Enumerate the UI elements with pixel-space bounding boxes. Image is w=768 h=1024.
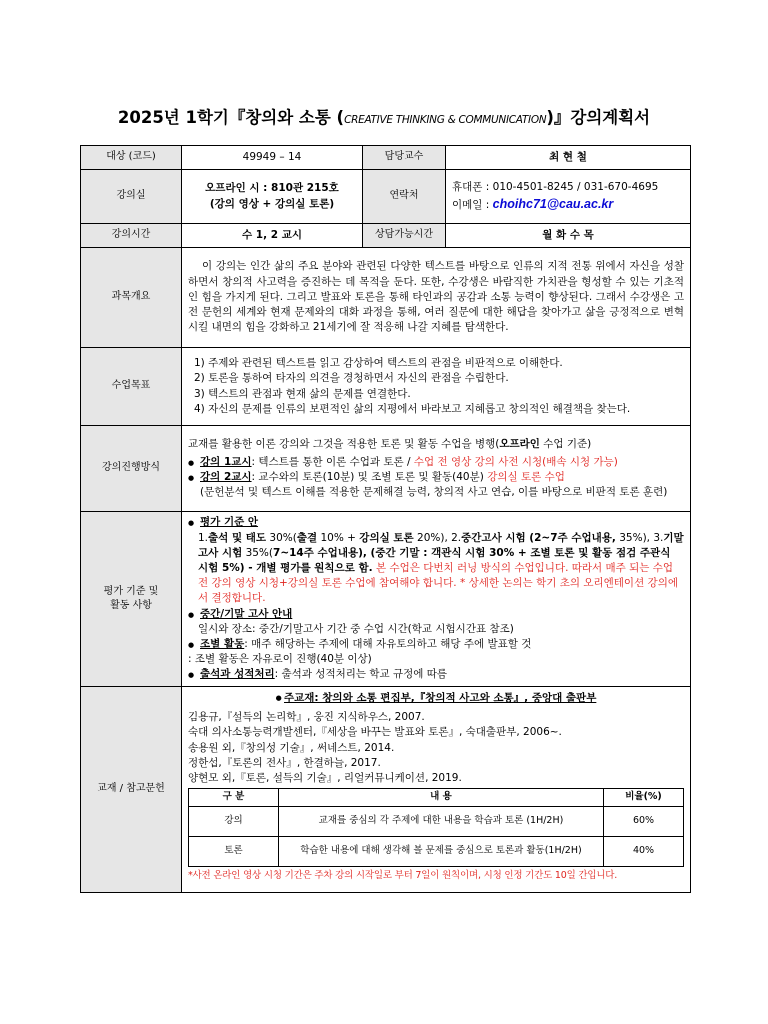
method-first-period: [188, 455, 684, 470]
goals-label: 수업목표: [81, 348, 182, 426]
eval-seg: 30%(: [266, 531, 297, 544]
overview-text: 이 강의는 인간 삶의 주요 분야와 관련된 다양한 텍스트를 바탕으로 인류의 지적 전통 위에서 자신을 성찰하면서 창의적 사고력을 증진하는 데 목적을 둔다. 또한, 수강생은 바람직한 가치관을 형성할 수 있는 기초적인 힘을 가지게 된다. 그리고 발표와 토론을 통해 타인과의 공감과 소통 능력이 향상된다. 그래서 수강생은 고전 문헌의 세계와 현재 문제와의 대화 과정을 통해, 여러 질문에 대한 해답을 찾아가고 삶을 긍정적으로 변혁시킬 내면의 힘을 강화하고 21세기에 잘 적응해 나갈 지혜를 탐색한다.: [182, 248, 691, 348]
group-activity: [188, 637, 684, 652]
table-row: [189, 836, 684, 866]
evaluation-label-line1: 평가 기준 및: [103, 585, 159, 597]
evaluation-label: [81, 512, 182, 687]
room-value: [182, 170, 363, 224]
row-overview: [81, 248, 691, 348]
document-title: [0, 104, 768, 128]
evaluation-label-line2: 활동 사항: [110, 600, 152, 611]
ratio-table: [188, 788, 684, 866]
row-content: 교재를 중심의 각 주제에 대한 내용을 학습과 토론 (1H/2H): [279, 806, 604, 836]
textbook-content: [182, 687, 691, 893]
footnote: *사전 온라인 영상 시청 기간은 주차 강의 시작일로 부터 7일이 원칙이며, 시청 인정 기간도 10일 간입니다.: [188, 869, 618, 881]
eval-criteria-heading: ● 평가 기준 안: [188, 515, 684, 530]
first-period-text: : 텍스트를 통한 이론 수업과 토론 /: [251, 455, 414, 468]
method-intro-bold: 오프라인: [499, 437, 540, 450]
row-ratio: 40%: [604, 836, 684, 866]
time-value: 수 1, 2 교시: [182, 224, 363, 248]
email-prefix: 이메일 :: [452, 199, 493, 211]
attendance-text: : 출석과 성적처리는 학교 규정에 따름: [274, 668, 448, 681]
reference-item: 양현모 외,『토론, 설득의 기술』, 리얼커뮤니케이션, 2019.: [188, 772, 462, 785]
eval-seg: 10% +: [317, 531, 360, 544]
syllabus-table: [80, 145, 691, 893]
eval-seg: 기말고사 시험: [198, 531, 684, 559]
consult-value: 월 화 수 목: [446, 224, 691, 248]
header-ratio: 비율(%): [604, 789, 684, 806]
email-line: [452, 195, 684, 213]
row-content: 학습한 내용에 대해 생각해 볼 문제를 중심으로 토론과 활동(1H/2H): [279, 836, 604, 866]
professor-name: 최 현 철: [446, 146, 691, 170]
row-kind: 강의: [189, 806, 279, 836]
reference-item: 정한섭,『토론의 전사』, 한결하늘, 2017.: [188, 756, 381, 769]
group-activity-text: : 매주 해당하는 주제에 대해 자유토의하고 해당 주에 발표할 것: [244, 638, 532, 651]
time-label: 강의시간: [81, 224, 182, 248]
consult-label: 상담가능시간: [363, 224, 446, 248]
title-english: CREATIVE THINKING & COMMUNICATION: [344, 114, 547, 126]
eval-flipped-notice: 본 수업은 다번치 러닝 방식의 수업입니다. 따라서 매주 되는 수업 전 강의 영상 시청+강의실 토론 수업에 참여해야 합니다. * 상세한 논의는 학기 초의 오리엔테이션 강의에서 결정합니다.: [198, 561, 678, 605]
header-kind: 구 분: [189, 789, 279, 806]
evaluation-content: [182, 512, 691, 687]
method-note: (문헌분석 및 텍스트 이해를 적용한 문제해결 능력, 창의적 사고 연습, 이를 바탕으로 비판적 토론 훈련): [200, 486, 668, 499]
first-period-head: 강의 1교시: [200, 455, 252, 468]
course-code: 49949 – 14: [182, 146, 363, 170]
phone-number: 휴대폰 : 010-4501-8245 / 031-670-4695: [452, 180, 659, 193]
row-target: [81, 146, 691, 170]
eval-seg: 출결: [296, 531, 318, 544]
method-intro-tail: 수업 기준): [539, 437, 592, 450]
reference-item: 송용원 외,『창의성 기술』, 써네스트, 2014.: [188, 741, 395, 754]
row-goals: [81, 348, 691, 426]
room-line-2: (강의 영상 + 강의실 토론): [209, 197, 335, 210]
contact-value: [446, 170, 691, 224]
eval-seg: 강의실 토론: [359, 531, 414, 544]
contact-label: 연락처: [363, 170, 446, 224]
eval-seg: 1.: [198, 531, 209, 544]
row-kind: 토론: [189, 836, 279, 866]
header-content: 내 용: [279, 789, 604, 806]
reference-item: 숙대 의사소통능력개발센터,『세상을 바꾸는 발표와 토론』, 숙대출판부, 2006~.: [188, 726, 562, 739]
second-period-head: 강의 2교시: [200, 471, 252, 483]
textbook-label: 교재 / 참고문헌: [81, 687, 182, 893]
overview-label: 과목개요: [81, 248, 182, 348]
attendance-head: 출석과 성적처리: [200, 668, 275, 681]
eval-seg: 20%), 2.: [413, 531, 462, 544]
method-intro: [188, 437, 684, 452]
professor-label: 담당교수: [363, 146, 446, 170]
email-link[interactable]: choihc71@cau.ac.kr: [492, 197, 614, 211]
goals-list: [182, 348, 691, 426]
eval-seg: 35%(: [242, 546, 274, 559]
method-second-period: [188, 470, 684, 485]
attendance-grading: [188, 667, 684, 682]
row-evaluation: [81, 512, 691, 687]
goal-item: 1) 주제와 관련된 텍스트를 읽고 감상하여 텍스트의 관점을 비판적으로 이해한다.: [194, 357, 563, 370]
target-label: 대상 (코드): [81, 146, 182, 170]
group-activity-head: 조별 활동: [200, 638, 245, 651]
group-activity-text2: : 조별 활동은 자유로이 진행(40분 이상): [188, 653, 372, 666]
goal-item: 4) 자신의 문제를 인류의 보편적인 삶의 지평에서 바라보고 지혜롭고 창의적인 해결책을 찾는다.: [194, 402, 631, 415]
table-row: [189, 806, 684, 836]
eval-seg: 35%), 3.: [615, 531, 664, 544]
title-prefix: 2025년 1학기『창의와 소통 (: [117, 108, 345, 127]
method-label: 강의진행방식: [81, 426, 182, 512]
goal-item: 3) 텍스트의 관점과 현재 삶의 문제를 연결한다.: [194, 387, 411, 400]
row-method: [81, 426, 691, 512]
eval-seg: 출석 및 태도: [208, 531, 267, 544]
row-ratio: 60%: [604, 806, 684, 836]
room-label: 강의실: [81, 170, 182, 224]
main-textbook-text: 주교재: 창의와 소통 편집부,『창의적 사고와 소통』, 중앙대 출판부: [284, 692, 597, 704]
second-period-text: : 교수와의 토론(10분) 및 조별 토론 및 활동(40분): [251, 471, 488, 483]
ratio-table-header: [189, 789, 684, 806]
room-line-1: 오프라인 시 : 810관 215호: [205, 182, 339, 195]
method-intro-text: 교재를 활용한 이론 강의와 그것을 적용한 토론 및 활동 수업을 병행(: [188, 437, 500, 450]
main-textbook: ● 주교재: 창의와 소통 편집부,『창의적 사고와 소통』, 중앙대 출판부: [275, 692, 597, 704]
row-time: [81, 224, 691, 248]
exam-heading: ● 중간/기말 고사 안내: [188, 607, 684, 622]
title-suffix: )』강의계획서: [546, 108, 651, 127]
second-period-note: 강의실 토론 수업: [487, 471, 565, 483]
reference-item: 김용규,『설득의 논리학』, 웅진 지식하우스, 2007.: [188, 711, 425, 724]
row-textbook: [81, 687, 691, 893]
method-content: [182, 426, 691, 512]
first-period-note: 수업 전 영상 강의 사전 시청(배속 시청 가능): [413, 455, 618, 468]
row-room: [81, 170, 691, 224]
eval-criteria-text: [188, 531, 684, 607]
eval-seg: 7~14주 수업내용), (중간 기말 : 객관식 시험 30% + 조별 토론 및 활동 점검 주관식 시험 5%) - 개별 평가를 원칙으로 함.: [198, 546, 671, 574]
exam-text: 일시와 장소: 중간/기말고사 기간 중 수업 시간(학교 시험시간표 참조): [198, 622, 514, 635]
eval-seg: 중간고사 시험 (2~7주 수업내용,: [461, 531, 616, 544]
goal-item: 2) 토론을 통하여 타자의 의견을 경청하면서 자신의 관점을 수립한다.: [194, 372, 509, 385]
